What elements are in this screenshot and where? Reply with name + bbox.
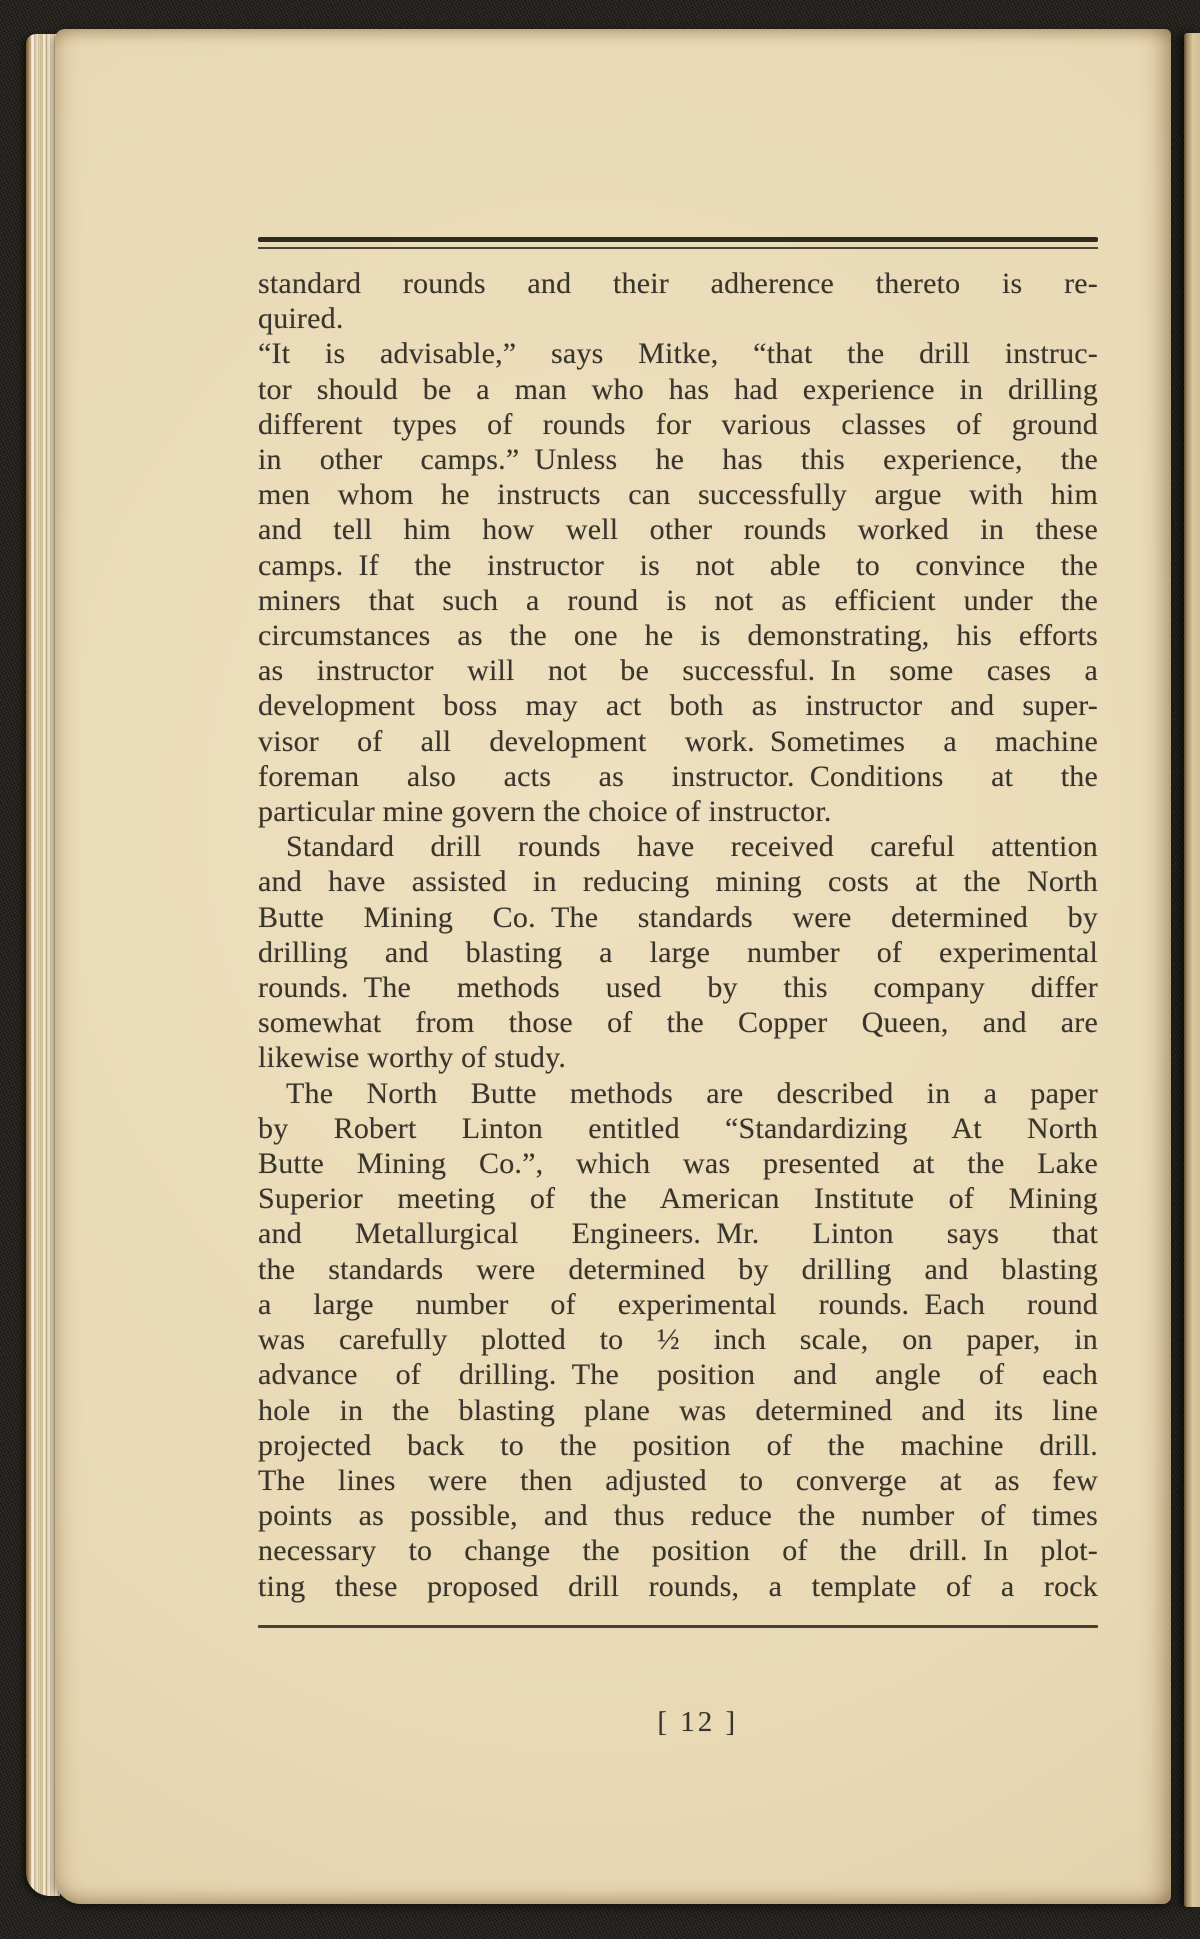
text-line: camps. If the instructor is not able to convince the [258,548,1098,582]
text-line: development boss may act both as instructor and super- [258,689,1098,723]
text-line: foreman also acts as instructor. Conditions at the [258,759,1098,793]
text-line: miners that such a round is not as efficient under the [258,583,1098,617]
text-line: as instructor will not be successful. In some cases a [258,654,1098,688]
text-line: tor should be a man who has had experience in drilling [258,372,1098,406]
text-line: The lines were then adjusted to converge at as few [258,1463,1098,1497]
page-number-label: [ 12 ] [657,1706,739,1738]
next-page-edge [1184,33,1200,1907]
text-line: visor of all development work. Sometimes a machine [258,724,1098,758]
text-line: was carefully plotted to ½ inch scale, on paper, in [258,1323,1098,1357]
text-line: circumstances as the one he is demonstrating, his efforts [258,619,1098,653]
book-page [55,29,1171,1904]
text-line: necessary to change the position of the drill. In plot- [258,1534,1098,1568]
text-line: advance of drilling. The position and angle of each [258,1358,1098,1392]
page-text [258,266,1098,1604]
text-line: a large number of experimental rounds. Each round [258,1287,1098,1321]
header-rule-thin-line [258,247,1098,249]
text-line: “It is advisable,” says Mitke, “that the drill instruc- [258,337,1098,371]
text-line: ting these proposed drill rounds, a template of a rock [258,1569,1098,1603]
text-line: and Metallurgical Engineers. Mr. Linton says that [258,1217,1098,1251]
footer-rule [258,1625,1098,1628]
header-rule-thick-line [258,237,1098,242]
text-line: rounds. The methods used by this company differ [258,971,1098,1005]
text-line: Superior meeting of the American Institute of Mining [258,1182,1098,1216]
text-line: particular mine govern the choice of instructor. [258,795,832,829]
text-line: and have assisted in reducing mining costs at the North [258,865,1098,899]
text-line: drilling and blasting a large number of experimental [258,935,1098,969]
page-number [596,1673,738,1772]
text-line: Standard drill rounds have received careful attention [286,830,1098,864]
text-line: in other camps.” Unless he has this experience, the [258,443,1098,477]
text-line: quired. [258,302,344,336]
text-line: Butte Mining Co. The standards were determined by [258,900,1098,934]
text-line: Butte Mining Co.”, which was presented at the Lake [258,1147,1098,1181]
text-line: by Robert Linton entitled “Standardizing At North [258,1111,1098,1145]
text-line: the standards were determined by drilling and blasting [258,1252,1098,1286]
text-line: men whom he instructs can successfully argue with him [258,478,1098,512]
text-line: projected back to the position of the machine drill. [258,1428,1098,1462]
text-line: different types of rounds for various classes of ground [258,407,1098,441]
text-line: and tell him how well other rounds worked in these [258,513,1098,547]
header-rule [258,237,1098,249]
text-line: The North Butte methods are described in a paper [286,1076,1098,1110]
text-line: hole in the blasting plane was determined and its line [258,1393,1098,1427]
text-line: somewhat from those of the Copper Queen, and are [258,1006,1098,1040]
text-line: likewise worthy of study. [258,1041,567,1075]
text-line: standard rounds and their adherence thereto is re- [258,267,1098,300]
text-line: points as possible, and thus reduce the number of times [258,1499,1098,1533]
